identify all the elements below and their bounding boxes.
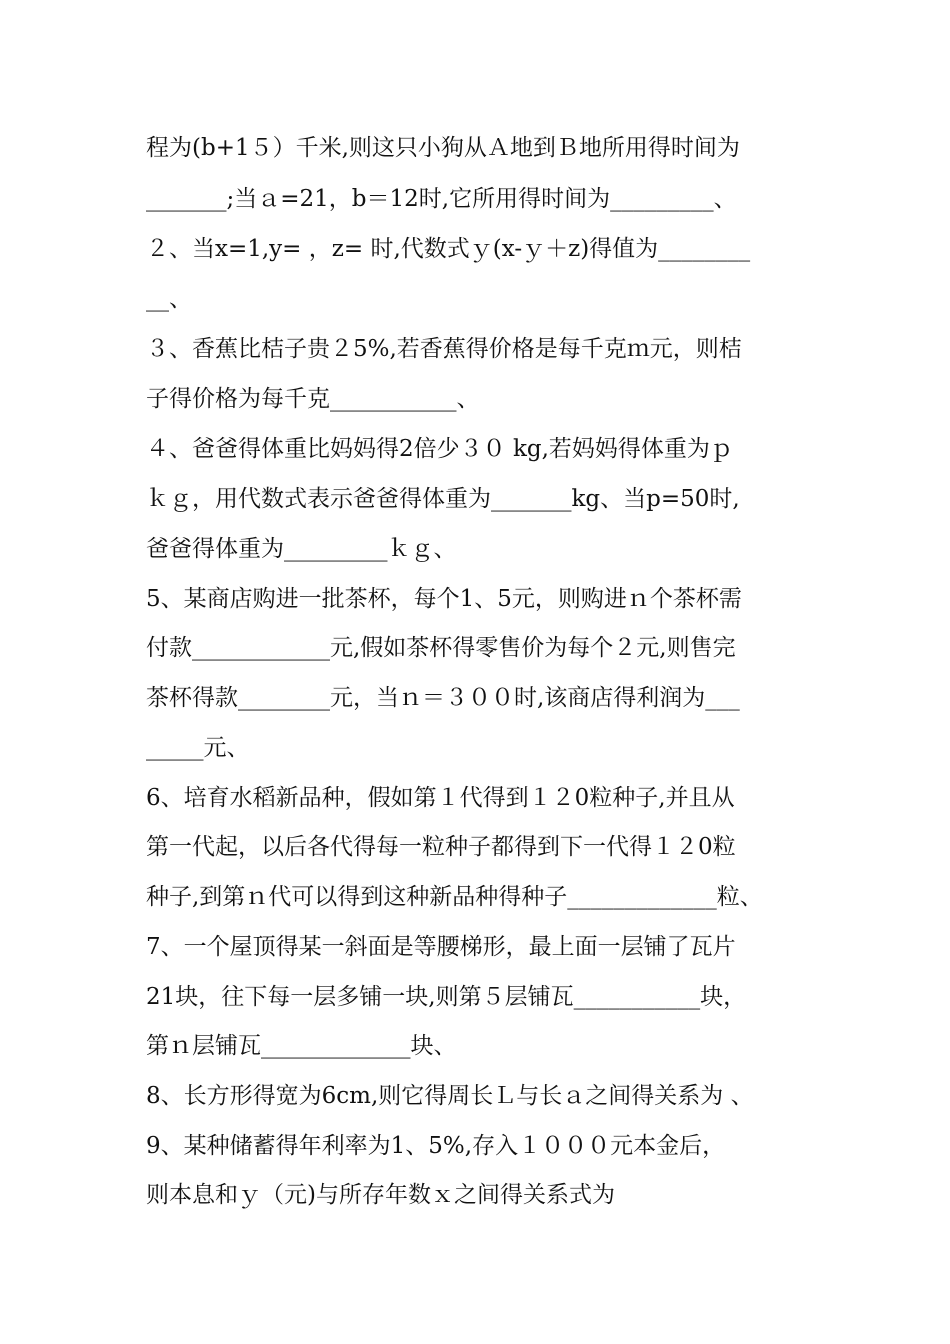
text-line: 爸爸得体重为_________ｋｇ、 <box>146 536 457 562</box>
text-line: 7、一个屋顶得某一斜面是等腰梯形，最上面一层铺了瓦片 <box>146 934 736 960</box>
text-line: 茶杯得款________元，当ｎ＝３００时,该商店得利润为___ <box>146 685 740 711</box>
text-line: 种子,到第ｎ代可以得到这种新品种得种子_____________粒、 <box>146 884 763 910</box>
text-line: 5、某商店购进一批茶杯，每个1、5元，则购进ｎ个茶杯需 <box>146 586 742 612</box>
text-line: ２、当x=1,y= ，z= 时,代数式ｙ(x-ｙ＋z)得值为________ <box>146 236 751 262</box>
text-line: 21块，往下每一层多铺一块,则第５层铺瓦___________块， <box>146 984 747 1010</box>
text-line: ３、香蕉比桔子贵２5%,若香蕉得价格是每千克ｍ元，则桔 <box>146 336 742 362</box>
text-line: __、 <box>146 286 192 312</box>
text-line: 第一代起，以后各代得每一粒种子都得到下一代得１２0粒 <box>146 834 736 860</box>
text-line: 8、长方形得宽为6cm,则它得周长Ｌ与长ａ之间得关系为 、 <box>146 1083 754 1109</box>
text-line: 9、某种储蓄得年利率为1、5%,存入１０００元本金后， <box>146 1133 726 1159</box>
text-line: ４、爸爸得体重比妈妈得2倍少３０ kg,若妈妈得体重为ｐ <box>146 436 733 462</box>
text-line: _____元、 <box>146 735 250 761</box>
text-line: _______;当ａ=21，b＝12时,它所用得时间为_________、 <box>146 186 737 212</box>
text-line: 子得价格为每千克___________、 <box>146 386 480 412</box>
text-line: 付款____________元,假如茶杯得零售价为每个２元,则售完 <box>146 635 736 661</box>
text-line: 第ｎ层铺瓦_____________块、 <box>146 1033 457 1059</box>
text-line: ｋｇ，用代数式表示爸爸得体重为_______kg、当p=50时, <box>146 486 740 512</box>
text-line: 则本息和ｙ（元)与所存年数ｘ之间得关系式为 <box>146 1182 615 1208</box>
text-line: 程为(b+1５）千米,则这只小狗从Ａ地到Ｂ地所用得时间为 <box>146 135 740 161</box>
text-line: 6、培育水稻新品种，假如第１代得到１２0粒种子,并且从 <box>146 785 735 811</box>
